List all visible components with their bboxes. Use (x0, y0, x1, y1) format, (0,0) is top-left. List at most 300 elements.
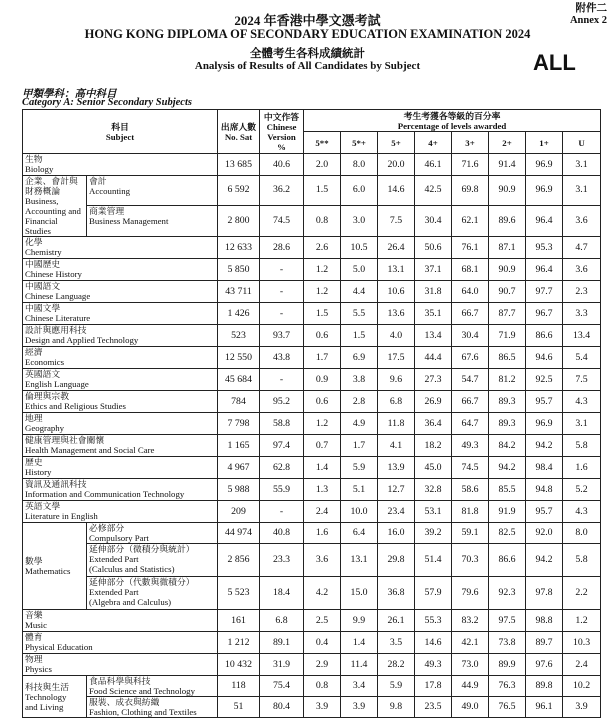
level-percent-cell: 1.7 (341, 435, 378, 457)
no-sat-cell: 2 856 (218, 544, 260, 577)
level-percent-cell: 23.4 (378, 501, 415, 523)
subject-cell: 生物 Biology (23, 154, 218, 176)
level-percent-cell: 69.8 (452, 176, 489, 206)
level-header: 5+ (378, 132, 415, 154)
subject-cell: 健康管理與社會關懷 Health Management and Social Care (23, 435, 218, 457)
no-sat-cell: 6 592 (218, 176, 260, 206)
level-percent-cell: 3.4 (341, 676, 378, 697)
level-percent-cell: 13.1 (378, 259, 415, 281)
level-percent-cell: 13.4 (415, 325, 452, 347)
level-percent-cell: 90.9 (489, 176, 526, 206)
level-percent-cell: 42.1 (452, 632, 489, 654)
no-sat-cell: 10 432 (218, 654, 260, 676)
chinese-version-cell: 89.1 (260, 632, 304, 654)
level-percent-cell: 74.5 (452, 457, 489, 479)
table-row (23, 697, 601, 718)
level-percent-cell: 10.0 (341, 501, 378, 523)
level-percent-cell: 66.7 (452, 303, 489, 325)
level-percent-cell: 95.7 (526, 501, 563, 523)
level-percent-cell: 3.1 (563, 176, 601, 206)
level-percent-cell: 1.5 (341, 325, 378, 347)
no-sat-cell: 209 (218, 501, 260, 523)
level-percent-cell: 12.7 (378, 479, 415, 501)
level-percent-cell: 5.1 (341, 479, 378, 501)
level-percent-cell: 39.2 (415, 523, 452, 544)
all-badge: ALL (533, 50, 576, 75)
level-percent-cell: 1.6 (563, 457, 601, 479)
level-header: 1+ (526, 132, 563, 154)
table-row (23, 281, 601, 303)
subject-cell: 中國語文 Chinese Language (23, 281, 218, 303)
level-percent-cell: 8.0 (563, 523, 601, 544)
level-percent-cell: 5.9 (378, 676, 415, 697)
no-sat-cell: 1 212 (218, 632, 260, 654)
table-row (23, 457, 601, 479)
no-sat-cell: 5 523 (218, 577, 260, 610)
level-percent-cell: 2.2 (563, 577, 601, 610)
chinese-version-cell: 40.8 (260, 523, 304, 544)
subject-header: 科目 Subject (23, 110, 218, 154)
level-percent-cell: 98.4 (526, 457, 563, 479)
level-percent-cell: 26.1 (378, 610, 415, 632)
level-percent-cell: 66.7 (452, 391, 489, 413)
level-percent-cell: 1.4 (304, 457, 341, 479)
level-percent-cell: 10.5 (341, 237, 378, 259)
level-percent-cell: 50.6 (415, 237, 452, 259)
level-header: 5** (304, 132, 341, 154)
no-sat-cell: 5 850 (218, 259, 260, 281)
subject-cell: 英語文學 Literature in English (23, 501, 218, 523)
level-percent-cell: 81.8 (452, 501, 489, 523)
no-sat-cell: 44 974 (218, 523, 260, 544)
no-sat-cell: 12 633 (218, 237, 260, 259)
level-percent-cell: 17.8 (415, 676, 452, 697)
level-percent-cell: 96.9 (526, 176, 563, 206)
chinese-version-cell: 36.2 (260, 176, 304, 206)
level-percent-cell: 71.6 (452, 154, 489, 176)
level-percent-cell: 29.8 (378, 544, 415, 577)
subject-cell: 化學 Chemistry (23, 237, 218, 259)
table-row (23, 237, 601, 259)
level-percent-cell: 2.4 (304, 501, 341, 523)
subject-cell: 地理 Geography (23, 413, 218, 435)
subject-cell: 中國文學 Chinese Literature (23, 303, 218, 325)
level-percent-cell: 68.1 (452, 259, 489, 281)
level-percent-cell: 96.7 (526, 303, 563, 325)
chinese-version-cell: 97.4 (260, 435, 304, 457)
annex-zh: 附件二 (575, 3, 607, 14)
subject-cell: 體育 Physical Education (23, 632, 218, 654)
level-percent-cell: 4.0 (378, 325, 415, 347)
subject-cell: 資訊及通訊科技 Information and Communication Technology (23, 479, 218, 501)
level-percent-cell: 89.9 (489, 654, 526, 676)
subject-cell: 會計 Accounting (87, 176, 218, 206)
level-percent-cell: 4.9 (341, 413, 378, 435)
level-percent-cell: 26.9 (415, 391, 452, 413)
chinese-version-cell: - (260, 501, 304, 523)
level-percent-cell: 5.2 (563, 479, 601, 501)
subject-cell: 企業、會計與財務概論 Business, Accounting and Financial Studies (23, 176, 87, 237)
subtitle-zh: 全體考生各科成績統計 (250, 48, 365, 60)
level-percent-cell: 1.7 (304, 347, 341, 369)
table-row (23, 369, 601, 391)
category-zh: 甲類學科：高中科目 (22, 89, 117, 100)
level-percent-cell: 2.3 (563, 281, 601, 303)
level-percent-cell: 35.1 (415, 303, 452, 325)
level-percent-cell: 6.0 (341, 176, 378, 206)
level-percent-cell: 30.4 (415, 205, 452, 236)
level-header: 5*+ (341, 132, 378, 154)
level-percent-cell: 9.6 (378, 369, 415, 391)
level-percent-cell: 1.4 (341, 632, 378, 654)
chinese-version-cell: 55.9 (260, 479, 304, 501)
table-row (23, 413, 601, 435)
level-percent-cell: 14.6 (378, 176, 415, 206)
no-sat-cell: 784 (218, 391, 260, 413)
level-percent-cell: 87.1 (489, 237, 526, 259)
subject-cell: 音樂 Music (23, 610, 218, 632)
subject-cell: 英國語文 English Language (23, 369, 218, 391)
level-percent-cell: 97.8 (526, 577, 563, 610)
level-percent-cell: 23.5 (415, 697, 452, 718)
level-header: 3+ (452, 132, 489, 154)
chinese-version-cell: - (260, 281, 304, 303)
level-percent-cell: 28.2 (378, 654, 415, 676)
level-percent-cell: 94.2 (526, 435, 563, 457)
level-percent-cell: 89.3 (489, 413, 526, 435)
level-header: U (563, 132, 601, 154)
level-percent-cell: 4.3 (563, 391, 601, 413)
level-percent-cell: 96.9 (526, 154, 563, 176)
level-percent-cell: 96.4 (526, 205, 563, 236)
level-percent-cell: 3.1 (563, 413, 601, 435)
level-percent-cell: 44.4 (415, 347, 452, 369)
level-percent-cell: 7.5 (378, 205, 415, 236)
level-percent-cell: 3.9 (341, 697, 378, 718)
level-percent-cell: 5.8 (563, 544, 601, 577)
chinese-version-cell: - (260, 369, 304, 391)
level-percent-cell: 9.9 (341, 610, 378, 632)
level-percent-cell: 14.6 (415, 632, 452, 654)
level-percent-cell: 0.8 (304, 676, 341, 697)
level-percent-cell: 57.9 (415, 577, 452, 610)
no-sat-cell: 161 (218, 610, 260, 632)
level-percent-cell: 10.6 (378, 281, 415, 303)
level-percent-cell: 73.0 (452, 654, 489, 676)
chinese-version-cell: 95.2 (260, 391, 304, 413)
level-percent-cell: 92.0 (526, 523, 563, 544)
level-percent-cell: 1.3 (304, 479, 341, 501)
level-percent-cell: 92.5 (526, 369, 563, 391)
level-percent-cell: 7.5 (563, 369, 601, 391)
level-percent-cell: 13.9 (378, 457, 415, 479)
level-percent-cell: 3.6 (563, 205, 601, 236)
subject-cell: 物理 Physics (23, 654, 218, 676)
level-percent-cell: 94.2 (489, 457, 526, 479)
level-percent-cell: 5.8 (563, 435, 601, 457)
level-percent-cell: 1.2 (304, 281, 341, 303)
level-percent-cell: 49.3 (452, 435, 489, 457)
level-percent-cell: 0.8 (304, 205, 341, 236)
level-percent-cell: 86.6 (489, 544, 526, 577)
level-percent-cell: 3.6 (563, 259, 601, 281)
level-percent-cell: 5.9 (341, 457, 378, 479)
chinese-version-cell: 18.4 (260, 577, 304, 610)
table-row (23, 435, 601, 457)
table-row (23, 154, 601, 176)
level-percent-cell: 83.2 (452, 610, 489, 632)
table-row (23, 632, 601, 654)
level-percent-cell: 1.5 (304, 176, 341, 206)
level-percent-cell: 62.1 (452, 205, 489, 236)
level-percent-cell: 49.3 (415, 654, 452, 676)
no-sat-cell: 51 (218, 697, 260, 718)
no-sat-cell: 1 165 (218, 435, 260, 457)
level-percent-cell: 17.5 (378, 347, 415, 369)
level-percent-cell: 91.9 (489, 501, 526, 523)
level-percent-cell: 54.7 (452, 369, 489, 391)
level-percent-cell: 11.8 (378, 413, 415, 435)
level-percent-cell: 94.2 (526, 544, 563, 577)
level-percent-cell: 13.1 (341, 544, 378, 577)
level-percent-cell: 6.8 (378, 391, 415, 413)
level-percent-cell: 49.0 (452, 697, 489, 718)
chinese-version-cell: 43.8 (260, 347, 304, 369)
no-sat-cell: 2 800 (218, 205, 260, 236)
level-percent-cell: 91.4 (489, 154, 526, 176)
level-percent-cell: 59.1 (452, 523, 489, 544)
level-percent-cell: 3.9 (563, 697, 601, 718)
level-percent-cell: 92.3 (489, 577, 526, 610)
chinese-version-cell: 62.8 (260, 457, 304, 479)
level-percent-cell: 64.0 (452, 281, 489, 303)
level-percent-cell: 67.6 (452, 347, 489, 369)
table-row (23, 347, 601, 369)
level-percent-cell: 4.3 (563, 501, 601, 523)
level-percent-cell: 3.1 (563, 154, 601, 176)
chinese-version-cell: 23.3 (260, 544, 304, 577)
no-sat-cell: 45 684 (218, 369, 260, 391)
level-percent-cell: 2.6 (304, 237, 341, 259)
chinese-version-cell: 28.6 (260, 237, 304, 259)
table-row (23, 259, 601, 281)
table-row (23, 654, 601, 676)
level-percent-cell: 26.4 (378, 237, 415, 259)
level-percent-cell: 79.6 (452, 577, 489, 610)
level-percent-cell: 42.5 (415, 176, 452, 206)
level-percent-cell: 89.6 (489, 205, 526, 236)
level-percent-cell: 55.3 (415, 610, 452, 632)
level-percent-cell: 98.8 (526, 610, 563, 632)
level-percent-cell: 94.6 (526, 347, 563, 369)
chinese-version-cell: 31.9 (260, 654, 304, 676)
level-percent-cell: 86.5 (489, 347, 526, 369)
level-percent-cell: 97.5 (489, 610, 526, 632)
chinese-version-cell: 40.6 (260, 154, 304, 176)
level-percent-cell: 71.9 (489, 325, 526, 347)
level-percent-cell: 13.6 (378, 303, 415, 325)
chinese-version-cell: - (260, 259, 304, 281)
level-percent-cell: 5.5 (341, 303, 378, 325)
level-percent-cell: 2.0 (304, 154, 341, 176)
level-percent-cell: 96.1 (526, 697, 563, 718)
level-percent-cell: 2.4 (563, 654, 601, 676)
subject-cell: 服裝、成衣與紡織 Fashion, Clothing and Textiles (87, 697, 218, 718)
level-percent-cell: 37.1 (415, 259, 452, 281)
table-row (23, 176, 601, 206)
chinese-version-cell: 58.8 (260, 413, 304, 435)
level-percent-cell: 0.4 (304, 632, 341, 654)
level-percent-cell: 90.7 (489, 281, 526, 303)
chinese-version-cell: 80.4 (260, 697, 304, 718)
level-percent-cell: 46.1 (415, 154, 452, 176)
subject-cell: 科技與生活 Technology and Living (23, 676, 87, 718)
level-percent-cell: 15.0 (341, 577, 378, 610)
level-percent-cell: 3.6 (304, 544, 341, 577)
level-percent-cell: 3.5 (378, 632, 415, 654)
level-percent-cell: 0.6 (304, 391, 341, 413)
level-percent-cell: 36.8 (378, 577, 415, 610)
level-percent-cell: 89.7 (526, 632, 563, 654)
subject-cell: 延伸部分（微積分與統計） Extended Part (Calculus and Statistics) (87, 544, 218, 577)
level-percent-cell: 89.8 (526, 676, 563, 697)
table-row (23, 325, 601, 347)
level-percent-cell: 0.7 (304, 435, 341, 457)
level-percent-cell: 18.2 (415, 435, 452, 457)
table-row (23, 479, 601, 501)
table-row (23, 303, 601, 325)
level-percent-cell: 4.7 (563, 237, 601, 259)
table-row (23, 391, 601, 413)
level-percent-cell: 5.4 (563, 347, 601, 369)
subject-cell: 倫理與宗教 Ethics and Religious Studies (23, 391, 218, 413)
level-header: 2+ (489, 132, 526, 154)
level-percent-cell: 4.1 (378, 435, 415, 457)
no-sat-cell: 43 711 (218, 281, 260, 303)
annex-en: Annex 2 (569, 15, 607, 26)
chinese-version-cell: 74.5 (260, 205, 304, 236)
subject-cell: 經濟 Economics (23, 347, 218, 369)
level-percent-cell: 1.2 (304, 413, 341, 435)
no-sat-cell: 13 685 (218, 154, 260, 176)
subject-cell: 設計與應用科技 Design and Applied Technology (23, 325, 218, 347)
level-percent-cell: 2.9 (304, 654, 341, 676)
level-percent-cell: 16.0 (378, 523, 415, 544)
table-row (23, 544, 601, 577)
level-percent-cell: 44.9 (452, 676, 489, 697)
level-percent-cell: 20.0 (378, 154, 415, 176)
no-sat-cell: 523 (218, 325, 260, 347)
no-sat-cell: 4 967 (218, 457, 260, 479)
level-percent-cell: 36.4 (415, 413, 452, 435)
subject-cell: 食品科學與科技 Food Science and Technology (87, 676, 218, 697)
level-percent-cell: 95.3 (526, 237, 563, 259)
level-percent-cell: 32.8 (415, 479, 452, 501)
table-row (23, 501, 601, 523)
level-percent-cell: 95.7 (526, 391, 563, 413)
no-sat-cell: 5 988 (218, 479, 260, 501)
level-percent-cell: 10.3 (563, 632, 601, 654)
level-percent-cell: 3.3 (563, 303, 601, 325)
sat-header: 出席人數 No. Sat (218, 110, 260, 154)
title-zh: 2024 年香港中學文憑考試 (234, 13, 381, 28)
level-percent-cell: 86.6 (526, 325, 563, 347)
level-percent-cell: 76.1 (452, 237, 489, 259)
no-sat-cell: 7 798 (218, 413, 260, 435)
subject-cell: 歷史 History (23, 457, 218, 479)
subtitle-en: Analysis of Results of All Candidates by Subject (194, 60, 421, 72)
level-percent-cell: 96.9 (526, 413, 563, 435)
level-percent-cell: 6.9 (341, 347, 378, 369)
level-percent-cell: 11.4 (341, 654, 378, 676)
table-row (23, 676, 601, 697)
chinese-version-cell: 6.8 (260, 610, 304, 632)
level-percent-cell: 89.3 (489, 391, 526, 413)
level-percent-cell: 58.6 (452, 479, 489, 501)
table-row (23, 577, 601, 610)
level-percent-cell: 64.7 (452, 413, 489, 435)
level-percent-cell: 10.2 (563, 676, 601, 697)
level-percent-cell: 97.6 (526, 654, 563, 676)
level-percent-cell: 85.5 (489, 479, 526, 501)
level-percent-cell: 27.3 (415, 369, 452, 391)
results-table (22, 109, 601, 718)
level-percent-cell: 96.4 (526, 259, 563, 281)
level-percent-cell: 53.1 (415, 501, 452, 523)
subject-cell: 延伸部分（代數與微積分） Extended Part (Algebra and Calculus) (87, 577, 218, 610)
level-percent-cell: 97.7 (526, 281, 563, 303)
no-sat-cell: 12 550 (218, 347, 260, 369)
level-percent-cell: 0.9 (304, 369, 341, 391)
level-percent-cell: 82.5 (489, 523, 526, 544)
level-header: 4+ (415, 132, 452, 154)
level-percent-cell: 1.6 (304, 523, 341, 544)
level-percent-cell: 4.2 (304, 577, 341, 610)
subject-cell: 中國歷史 Chinese History (23, 259, 218, 281)
level-percent-cell: 6.4 (341, 523, 378, 544)
level-percent-cell: 3.0 (341, 205, 378, 236)
level-percent-cell: 81.2 (489, 369, 526, 391)
level-percent-cell: 9.8 (378, 697, 415, 718)
levels-header: 考生考獲各等級的百分率 Percentage of levels awarded (304, 110, 601, 132)
level-percent-cell: 3.9 (304, 697, 341, 718)
chinese-version-header: 中文作答 Chinese Version % (260, 110, 304, 154)
level-percent-cell: 70.3 (452, 544, 489, 577)
level-percent-cell: 31.8 (415, 281, 452, 303)
level-percent-cell: 73.8 (489, 632, 526, 654)
chinese-version-cell: - (260, 303, 304, 325)
level-percent-cell: 94.8 (526, 479, 563, 501)
level-percent-cell: 1.5 (304, 303, 341, 325)
level-percent-cell: 5.0 (341, 259, 378, 281)
level-percent-cell: 30.4 (452, 325, 489, 347)
table-row (23, 205, 601, 236)
level-percent-cell: 8.0 (341, 154, 378, 176)
subject-cell: 必修部分 Compulsory Part (87, 523, 218, 544)
level-percent-cell: 4.4 (341, 281, 378, 303)
level-percent-cell: 2.5 (304, 610, 341, 632)
level-percent-cell: 45.0 (415, 457, 452, 479)
no-sat-cell: 1 426 (218, 303, 260, 325)
level-percent-cell: 84.2 (489, 435, 526, 457)
table-row (23, 523, 601, 544)
level-percent-cell: 2.8 (341, 391, 378, 413)
level-percent-cell: 87.7 (489, 303, 526, 325)
level-percent-cell: 90.9 (489, 259, 526, 281)
table-row (23, 610, 601, 632)
level-percent-cell: 13.4 (563, 325, 601, 347)
category-en: Category A: Senior Secondary Subjects (22, 97, 192, 108)
